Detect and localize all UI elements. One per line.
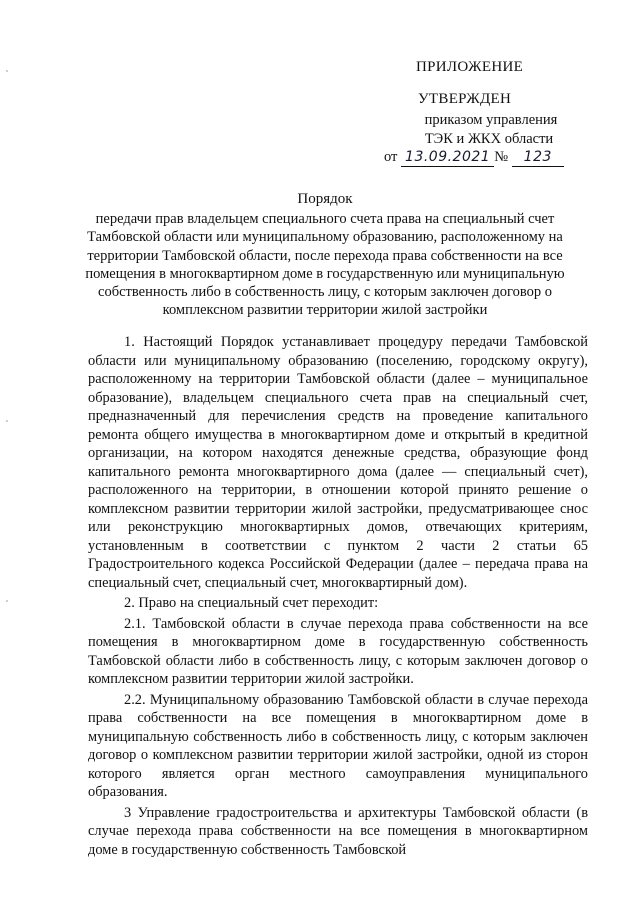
title-heading: Порядок xyxy=(297,191,353,207)
number-prefix: № xyxy=(494,149,509,165)
paragraph-2-2: 2.2. Муниципальному образованию Тамбовской области в случае перехода права собственности на все помещения в многоквартирном доме в муниципальную собственность либо в собственность лицу, с которым заключен договор о комплексном развитии территории жилой застройки, одной из сторон которого является орган местного самоуправления муниципального образования. xyxy=(88,691,588,800)
paragraph-3: 3 Управление градостроительства и архитектуры Тамбовской области (в случае перехода права собственности на все помещения в многоквартирном доме в государственную собственность Тамбовской xyxy=(88,804,588,858)
handwritten-date: 13.09.2021 xyxy=(401,148,494,167)
scan-speck xyxy=(6,600,8,602)
order-line-2: ТЭК и ЖКХ области xyxy=(424,131,554,147)
title-subtitle: передачи прав владельцем специального счета права на специальный счет Тамбовской области или муниципальному образованию, расположенному на территории Тамбовской области, после перехода права собственности на все помещения в многоквартирном доме в государственную или муниципальную собственность либо в собственность лицу, с которым заключен договор о комплексном развитии территории жилой застройки xyxy=(85,211,565,319)
date-prefix: от xyxy=(384,149,398,165)
document-title xyxy=(80,190,570,319)
order-date-number xyxy=(384,148,564,167)
paragraph-1: 1. Настоящий Порядок устанавливает процедуру передачи Тамбовской области или муниципальному образованию (поселению, городскому округу), расположенному на территории Тамбовской области (далее – муниципальное образование), владельцем специального счета прав на специальный счет, предназначенный для перечисления средств на проведение капитального ремонта общего имущества в многоквартирном доме и открытый в кредитной организации, на котором находятся денежные средства, образующие фонд капитального ремонта многоквартирного дома (далее — специальный счет), расположенного на территории, в отношении которой принято решение о комплексном развитии территории жилой застройки, предусматривающее снос или реконструкцию многоквартирных домов, отвечающих критериям, установленным в соответствии с пунктом 2 части 2 статьи 65 Градостроительного кодекса Российской Федерации (далее – передача права на специальный счет, специальный счет, многоквартирный дом). xyxy=(88,334,588,591)
document-body xyxy=(88,333,588,859)
paragraph-2: 2. Право на специальный счет переходит: xyxy=(124,595,379,611)
handwritten-number: 123 xyxy=(512,148,564,167)
appendix-label: ПРИЛОЖЕНИЕ xyxy=(416,59,524,75)
approved-label: УТВЕРЖДЕН xyxy=(418,91,512,107)
order-line-1: приказом управления xyxy=(424,112,558,128)
paragraph-2-1: 2.1. Тамбовской области в случае перехода права собственности на все помещения в многоквартирном доме в государственную собственность Тамбовской области либо в собственность лицу, с которым заключен договор о комплексном развитии территории жилой застройки. xyxy=(88,615,588,687)
scan-speck xyxy=(6,420,8,422)
scan-speck xyxy=(6,70,8,72)
